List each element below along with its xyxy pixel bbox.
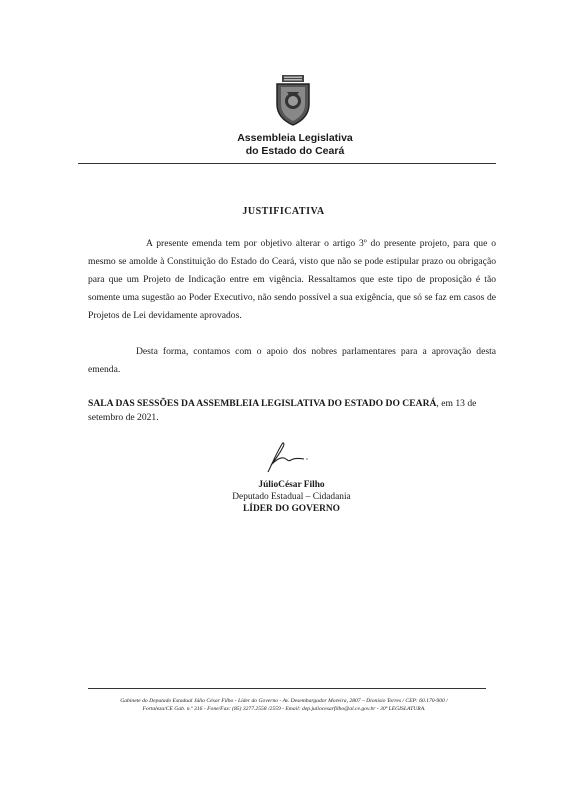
closing-paragraph: Desta forma, contamos com o apoio dos nobres parlamentares para a aprovação desta emenda. xyxy=(88,346,496,375)
institution-name-line1: Assembleia Legislativa xyxy=(237,132,353,144)
signatory-role: Deputado Estadual – Cidadania xyxy=(232,492,351,502)
justification-paragraph: A presente emenda tem por objetivo alterar o artigo 3º do presente projeto, para que o mesmo se amolde à Constituição do Estado do Ceará, visto que não se pode estipular prazo ou obrigação para que um Projeto de Indicação entre em vigência. Ressaltamos que este tipo de proposição é tão somente uma sugestão ao Poder Executivo, não sendo possível a sua exigência, que só se faz em casos de Projetos de Lei devidamente aprovados. xyxy=(88,238,496,321)
session-date: , em 13 de setembro de 2021. xyxy=(88,398,477,423)
header-divider xyxy=(78,163,496,164)
footer-address-line2: Fortaleza/CE Gab. n.º 316 - Fone/Fax: (85) 3277.2558 /2559 - Email: dep.juliocesarfilho@al.ce.gov.br - 30ª LEGISLATURA. xyxy=(142,706,426,712)
signatory-title: LÍDER DO GOVERNO xyxy=(243,504,340,514)
session-hall-name: SALA DAS SESSÕES DA ASSEMBLEIA LEGISLATIVA DO ESTADO DO CEARÁ xyxy=(88,398,437,409)
institution-name-line2: do Estado do Ceará xyxy=(245,145,345,157)
handwritten-signature xyxy=(258,438,308,474)
coat-of-arms-icon xyxy=(273,74,313,126)
footer-divider xyxy=(88,688,486,689)
footer-address-line1: Gabinete do Deputado Estadual Júlio César Filho - Líder do Governo - Av. Desembargador Moreira, 2807 – Dionísio Torres / CEP: 60.170-900 / xyxy=(120,698,448,704)
document-title: JUSTIFICATIVA xyxy=(242,206,325,217)
signatory-name: JúlioCésar Filho xyxy=(258,480,325,490)
session-statement xyxy=(88,397,496,425)
